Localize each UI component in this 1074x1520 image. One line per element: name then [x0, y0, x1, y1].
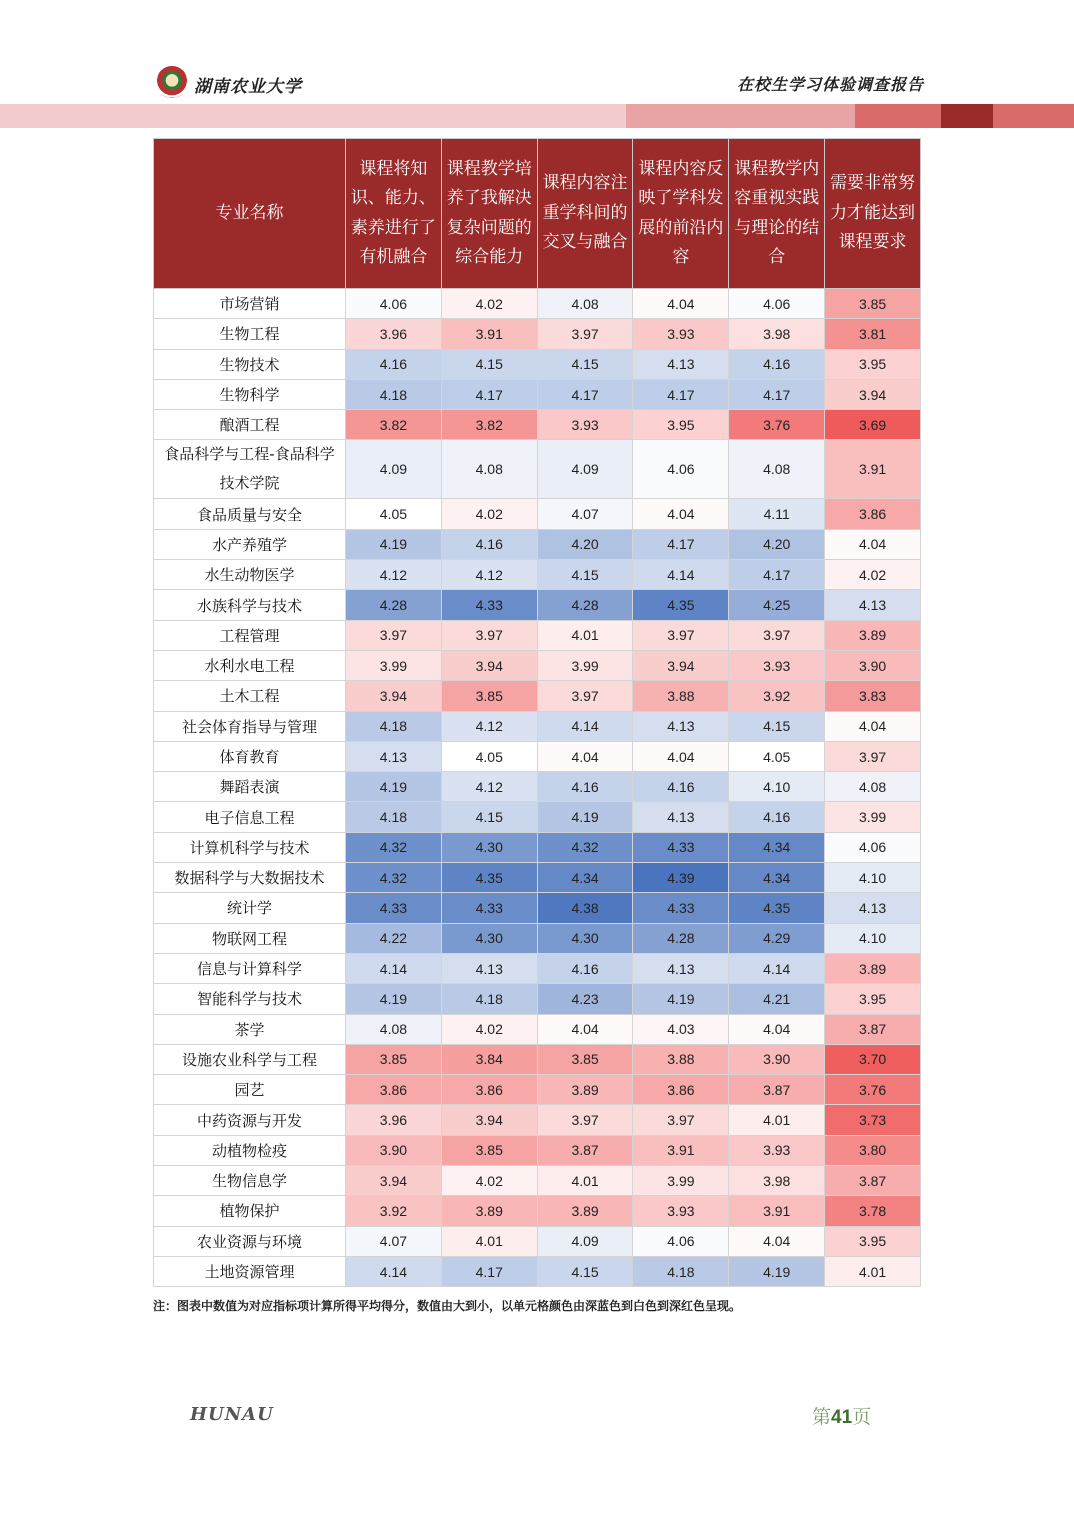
score-cell: 3.91 — [825, 440, 921, 499]
score-cell: 4.16 — [729, 802, 825, 832]
score-cell: 4.14 — [633, 560, 729, 590]
score-cell: 3.88 — [633, 681, 729, 711]
table-row — [154, 410, 921, 440]
score-cell: 4.17 — [729, 560, 825, 590]
score-cell: 4.14 — [346, 953, 442, 983]
score-cell: 3.89 — [825, 620, 921, 650]
major-name-cell: 水生动物医学 — [154, 560, 346, 590]
score-cell: 3.89 — [537, 1196, 633, 1226]
table-row — [154, 863, 921, 893]
score-cell: 4.15 — [537, 349, 633, 379]
score-cell: 4.06 — [633, 440, 729, 499]
score-cell: 4.19 — [346, 984, 442, 1014]
table-row — [154, 1256, 921, 1286]
major-name-cell: 食品科学与工程-食品科学技术学院 — [154, 440, 346, 499]
score-cell: 4.01 — [825, 1256, 921, 1286]
score-cell: 4.19 — [346, 772, 442, 802]
score-cell: 4.19 — [346, 529, 442, 559]
score-cell: 4.33 — [441, 893, 537, 923]
table-row — [154, 440, 921, 499]
table-row — [154, 923, 921, 953]
score-cell: 4.09 — [346, 440, 442, 499]
table-row — [154, 711, 921, 741]
score-cell: 4.22 — [346, 923, 442, 953]
score-cell: 4.35 — [441, 863, 537, 893]
score-cell: 4.04 — [537, 741, 633, 771]
major-name-cell: 统计学 — [154, 893, 346, 923]
score-cell: 4.21 — [729, 984, 825, 1014]
score-cell: 4.18 — [346, 711, 442, 741]
score-cell: 4.15 — [441, 802, 537, 832]
score-cell: 4.02 — [441, 1166, 537, 1196]
column-header-1: 课程将知识、能力、素养进行了有机融合 — [346, 139, 442, 289]
score-cell: 4.34 — [729, 832, 825, 862]
score-cell: 4.04 — [825, 529, 921, 559]
score-cell: 3.93 — [633, 1196, 729, 1226]
score-cell: 4.13 — [633, 349, 729, 379]
score-cell: 4.06 — [825, 832, 921, 862]
heatmap-table-container — [153, 138, 921, 1287]
table-row — [154, 1196, 921, 1226]
table-row — [154, 1166, 921, 1196]
score-cell: 4.01 — [729, 1105, 825, 1135]
score-cell: 4.34 — [537, 863, 633, 893]
table-row — [154, 953, 921, 983]
score-cell: 3.94 — [441, 650, 537, 680]
table-row — [154, 590, 921, 620]
major-name-cell: 社会体育指导与管理 — [154, 711, 346, 741]
score-cell: 3.97 — [537, 681, 633, 711]
score-cell: 3.86 — [825, 499, 921, 529]
major-name-cell: 工程管理 — [154, 620, 346, 650]
score-cell: 4.25 — [729, 590, 825, 620]
major-name-cell: 体育教育 — [154, 741, 346, 771]
score-cell: 3.99 — [346, 650, 442, 680]
score-cell: 3.89 — [825, 953, 921, 983]
score-cell: 4.05 — [729, 741, 825, 771]
table-row — [154, 319, 921, 349]
score-cell: 4.18 — [441, 984, 537, 1014]
score-cell: 4.15 — [537, 1256, 633, 1286]
score-cell: 3.91 — [729, 1196, 825, 1226]
column-header-3: 课程内容注重学科间的交叉与融合 — [537, 139, 633, 289]
header-band-4 — [941, 104, 993, 128]
major-name-cell: 动植物检疫 — [154, 1135, 346, 1165]
table-row — [154, 1044, 921, 1074]
score-cell: 4.18 — [633, 1256, 729, 1286]
page-number — [812, 1402, 871, 1429]
major-name-cell: 智能科学与技术 — [154, 984, 346, 1014]
score-cell: 3.86 — [346, 1075, 442, 1105]
score-cell: 4.14 — [346, 1256, 442, 1286]
score-cell: 4.39 — [633, 863, 729, 893]
score-cell: 4.13 — [346, 741, 442, 771]
major-name-cell: 生物技术 — [154, 349, 346, 379]
score-cell: 4.30 — [441, 923, 537, 953]
score-cell: 4.28 — [537, 590, 633, 620]
score-cell: 4.13 — [633, 802, 729, 832]
score-cell: 4.14 — [729, 953, 825, 983]
score-cell: 4.16 — [441, 529, 537, 559]
major-name-cell: 计算机科学与技术 — [154, 832, 346, 862]
table-row — [154, 802, 921, 832]
score-cell: 4.13 — [633, 711, 729, 741]
major-name-cell: 生物科学 — [154, 379, 346, 409]
table-header-row — [154, 139, 921, 289]
column-header-6: 需要非常努力才能达到课程要求 — [825, 139, 921, 289]
score-cell: 4.13 — [633, 953, 729, 983]
heatmap-table — [153, 138, 921, 1287]
table-row — [154, 1105, 921, 1135]
score-cell: 3.85 — [346, 1044, 442, 1074]
score-cell: 4.32 — [346, 832, 442, 862]
score-cell: 3.84 — [441, 1044, 537, 1074]
table-row — [154, 984, 921, 1014]
score-cell: 4.29 — [729, 923, 825, 953]
score-cell: 4.34 — [729, 863, 825, 893]
score-cell: 4.16 — [537, 953, 633, 983]
score-cell: 4.33 — [633, 893, 729, 923]
table-row — [154, 379, 921, 409]
major-name-cell: 园艺 — [154, 1075, 346, 1105]
score-cell: 4.15 — [441, 349, 537, 379]
score-cell: 4.01 — [441, 1226, 537, 1256]
major-name-cell: 中药资源与开发 — [154, 1105, 346, 1135]
score-cell: 4.08 — [537, 289, 633, 319]
page-prefix: 第 — [812, 1406, 832, 1428]
score-cell: 4.19 — [537, 802, 633, 832]
table-row — [154, 529, 921, 559]
major-name-cell: 水族科学与技术 — [154, 590, 346, 620]
score-cell: 4.12 — [346, 560, 442, 590]
column-header-5: 课程教学内容重视实践与理论的结合 — [729, 139, 825, 289]
score-cell: 4.35 — [729, 893, 825, 923]
major-name-cell: 土木工程 — [154, 681, 346, 711]
score-cell: 3.85 — [441, 681, 537, 711]
table-row — [154, 620, 921, 650]
university-seal-icon — [156, 66, 188, 98]
score-cell: 3.87 — [825, 1014, 921, 1044]
score-cell: 3.99 — [825, 802, 921, 832]
score-cell: 4.10 — [729, 772, 825, 802]
score-cell: 4.04 — [633, 499, 729, 529]
score-cell: 4.01 — [537, 1166, 633, 1196]
score-cell: 4.17 — [633, 529, 729, 559]
major-name-cell: 信息与计算科学 — [154, 953, 346, 983]
table-row — [154, 349, 921, 379]
score-cell: 3.92 — [729, 681, 825, 711]
score-cell: 4.19 — [633, 984, 729, 1014]
score-cell: 4.05 — [346, 499, 442, 529]
page-header — [0, 0, 1074, 130]
score-cell: 4.16 — [346, 349, 442, 379]
score-cell: 3.85 — [441, 1135, 537, 1165]
major-name-cell: 数据科学与大数据技术 — [154, 863, 346, 893]
score-cell: 4.38 — [537, 893, 633, 923]
score-cell: 3.86 — [441, 1075, 537, 1105]
score-cell: 4.16 — [537, 772, 633, 802]
score-cell: 3.87 — [825, 1166, 921, 1196]
score-cell: 3.97 — [633, 1105, 729, 1135]
score-cell: 3.97 — [729, 620, 825, 650]
score-cell: 4.10 — [825, 863, 921, 893]
score-cell: 3.94 — [633, 650, 729, 680]
score-cell: 4.17 — [441, 1256, 537, 1286]
table-body — [154, 289, 921, 1287]
table-row — [154, 681, 921, 711]
score-cell: 4.07 — [346, 1226, 442, 1256]
score-cell: 3.69 — [825, 410, 921, 440]
score-cell: 4.17 — [729, 379, 825, 409]
page-suffix: 页 — [852, 1406, 872, 1428]
score-cell: 4.09 — [537, 440, 633, 499]
table-row — [154, 1014, 921, 1044]
score-cell: 4.20 — [537, 529, 633, 559]
score-cell: 3.89 — [537, 1075, 633, 1105]
major-name-cell: 农业资源与环境 — [154, 1226, 346, 1256]
score-cell: 3.97 — [633, 620, 729, 650]
major-name-cell: 市场营销 — [154, 289, 346, 319]
major-name-cell: 食品质量与安全 — [154, 499, 346, 529]
table-row — [154, 1226, 921, 1256]
score-cell: 4.02 — [441, 1014, 537, 1044]
score-cell: 3.81 — [825, 319, 921, 349]
major-name-cell: 电子信息工程 — [154, 802, 346, 832]
score-cell: 4.04 — [633, 741, 729, 771]
score-cell: 4.23 — [537, 984, 633, 1014]
score-cell: 3.85 — [825, 289, 921, 319]
score-cell: 3.95 — [633, 410, 729, 440]
score-cell: 3.87 — [537, 1135, 633, 1165]
score-cell: 4.02 — [441, 289, 537, 319]
score-cell: 4.04 — [729, 1014, 825, 1044]
major-name-cell: 水利水电工程 — [154, 650, 346, 680]
score-cell: 4.15 — [729, 711, 825, 741]
score-cell: 4.17 — [537, 379, 633, 409]
column-header-major: 专业名称 — [154, 139, 346, 289]
score-cell: 4.13 — [825, 590, 921, 620]
score-cell: 3.94 — [825, 379, 921, 409]
score-cell: 4.05 — [441, 741, 537, 771]
score-cell: 4.16 — [729, 349, 825, 379]
score-cell: 4.32 — [346, 863, 442, 893]
score-cell: 3.95 — [825, 349, 921, 379]
table-row — [154, 893, 921, 923]
score-cell: 4.33 — [633, 832, 729, 862]
column-header-4: 课程内容反映了学科发展的前沿内容 — [633, 139, 729, 289]
score-cell: 4.11 — [729, 499, 825, 529]
header-band-5 — [993, 104, 1074, 128]
score-cell: 4.15 — [537, 560, 633, 590]
university-name: 湖南农业大学 — [194, 77, 302, 97]
table-row — [154, 650, 921, 680]
table-note: 注：图表中数值为对应指标项计算所得平均得分，数值由大到小，以单元格颜色由深蓝色到白色到深红色呈现。 — [153, 1299, 742, 1313]
score-cell: 4.02 — [825, 560, 921, 590]
score-cell: 4.18 — [346, 379, 442, 409]
score-cell: 4.30 — [537, 923, 633, 953]
score-cell: 3.98 — [729, 1166, 825, 1196]
table-row — [154, 560, 921, 590]
score-cell: 4.08 — [346, 1014, 442, 1044]
major-name-cell: 植物保护 — [154, 1196, 346, 1226]
score-cell: 4.04 — [825, 711, 921, 741]
score-cell: 3.80 — [825, 1135, 921, 1165]
score-cell: 4.08 — [441, 440, 537, 499]
major-name-cell: 生物工程 — [154, 319, 346, 349]
score-cell: 3.76 — [825, 1075, 921, 1105]
table-row — [154, 741, 921, 771]
score-cell: 3.82 — [441, 410, 537, 440]
score-cell: 3.97 — [537, 319, 633, 349]
score-cell: 4.12 — [441, 711, 537, 741]
score-cell: 4.28 — [633, 923, 729, 953]
score-cell: 4.07 — [537, 499, 633, 529]
score-cell: 3.89 — [441, 1196, 537, 1226]
score-cell: 3.82 — [346, 410, 442, 440]
score-cell: 3.83 — [825, 681, 921, 711]
score-cell: 4.08 — [825, 772, 921, 802]
score-cell: 4.04 — [729, 1226, 825, 1256]
score-cell: 3.78 — [825, 1196, 921, 1226]
header-band-2 — [626, 104, 855, 128]
table-row — [154, 1075, 921, 1105]
score-cell: 4.01 — [537, 620, 633, 650]
score-cell: 4.09 — [537, 1226, 633, 1256]
score-cell: 4.14 — [537, 711, 633, 741]
score-cell: 3.73 — [825, 1105, 921, 1135]
table-row — [154, 832, 921, 862]
score-cell: 4.18 — [346, 802, 442, 832]
header-band-3 — [855, 104, 941, 128]
score-cell: 3.97 — [441, 620, 537, 650]
score-cell: 4.06 — [346, 289, 442, 319]
page-number-value: 41 — [831, 1407, 853, 1428]
score-cell: 3.90 — [346, 1135, 442, 1165]
score-cell: 3.98 — [729, 319, 825, 349]
score-cell: 3.87 — [729, 1075, 825, 1105]
score-cell: 3.86 — [633, 1075, 729, 1105]
score-cell: 3.70 — [825, 1044, 921, 1074]
score-cell: 3.94 — [346, 1166, 442, 1196]
report-title: 在校生学习体验调查报告 — [736, 75, 924, 94]
table-row — [154, 289, 921, 319]
score-cell: 4.13 — [441, 953, 537, 983]
table-row — [154, 1135, 921, 1165]
score-cell: 4.32 — [537, 832, 633, 862]
score-cell: 3.96 — [346, 319, 442, 349]
score-cell: 3.93 — [537, 410, 633, 440]
score-cell: 3.88 — [633, 1044, 729, 1074]
score-cell: 4.33 — [441, 590, 537, 620]
score-cell: 3.92 — [346, 1196, 442, 1226]
score-cell: 3.93 — [729, 650, 825, 680]
score-cell: 4.12 — [441, 772, 537, 802]
score-cell: 3.97 — [537, 1105, 633, 1135]
column-header-2: 课程教学培养了我解决复杂问题的综合能力 — [441, 139, 537, 289]
score-cell: 4.12 — [441, 560, 537, 590]
score-cell: 4.08 — [729, 440, 825, 499]
score-cell: 4.30 — [441, 832, 537, 862]
score-cell: 4.02 — [441, 499, 537, 529]
score-cell: 3.85 — [537, 1044, 633, 1074]
score-cell: 4.33 — [346, 893, 442, 923]
major-name-cell: 土地资源管理 — [154, 1256, 346, 1286]
score-cell: 4.28 — [346, 590, 442, 620]
score-cell: 4.20 — [729, 529, 825, 559]
score-cell: 3.93 — [633, 319, 729, 349]
major-name-cell: 茶学 — [154, 1014, 346, 1044]
score-cell: 4.06 — [729, 289, 825, 319]
major-name-cell: 设施农业科学与工程 — [154, 1044, 346, 1074]
score-cell: 3.91 — [633, 1135, 729, 1165]
score-cell: 3.90 — [825, 650, 921, 680]
score-cell: 3.90 — [729, 1044, 825, 1074]
header-band-1 — [0, 104, 626, 128]
score-cell: 3.96 — [346, 1105, 442, 1135]
score-cell: 4.17 — [633, 379, 729, 409]
score-cell: 3.94 — [441, 1105, 537, 1135]
score-cell: 3.91 — [441, 319, 537, 349]
score-cell: 3.99 — [633, 1166, 729, 1196]
score-cell: 4.04 — [537, 1014, 633, 1044]
major-name-cell: 水产养殖学 — [154, 529, 346, 559]
score-cell: 4.03 — [633, 1014, 729, 1044]
table-row — [154, 499, 921, 529]
score-cell: 3.99 — [537, 650, 633, 680]
score-cell: 4.13 — [825, 893, 921, 923]
score-cell: 4.10 — [825, 923, 921, 953]
major-name-cell: 酿酒工程 — [154, 410, 346, 440]
score-cell: 4.19 — [729, 1256, 825, 1286]
footer-brand: HUNAU — [190, 1404, 274, 1425]
score-cell: 4.35 — [633, 590, 729, 620]
score-cell: 3.95 — [825, 1226, 921, 1256]
major-name-cell: 舞蹈表演 — [154, 772, 346, 802]
score-cell: 3.97 — [346, 620, 442, 650]
score-cell: 3.94 — [346, 681, 442, 711]
major-name-cell: 生物信息学 — [154, 1166, 346, 1196]
score-cell: 4.06 — [633, 1226, 729, 1256]
score-cell: 3.76 — [729, 410, 825, 440]
score-cell: 3.93 — [729, 1135, 825, 1165]
score-cell: 4.17 — [441, 379, 537, 409]
score-cell: 3.97 — [825, 741, 921, 771]
table-row — [154, 772, 921, 802]
score-cell: 4.04 — [633, 289, 729, 319]
major-name-cell: 物联网工程 — [154, 923, 346, 953]
score-cell: 4.16 — [633, 772, 729, 802]
score-cell: 3.95 — [825, 984, 921, 1014]
